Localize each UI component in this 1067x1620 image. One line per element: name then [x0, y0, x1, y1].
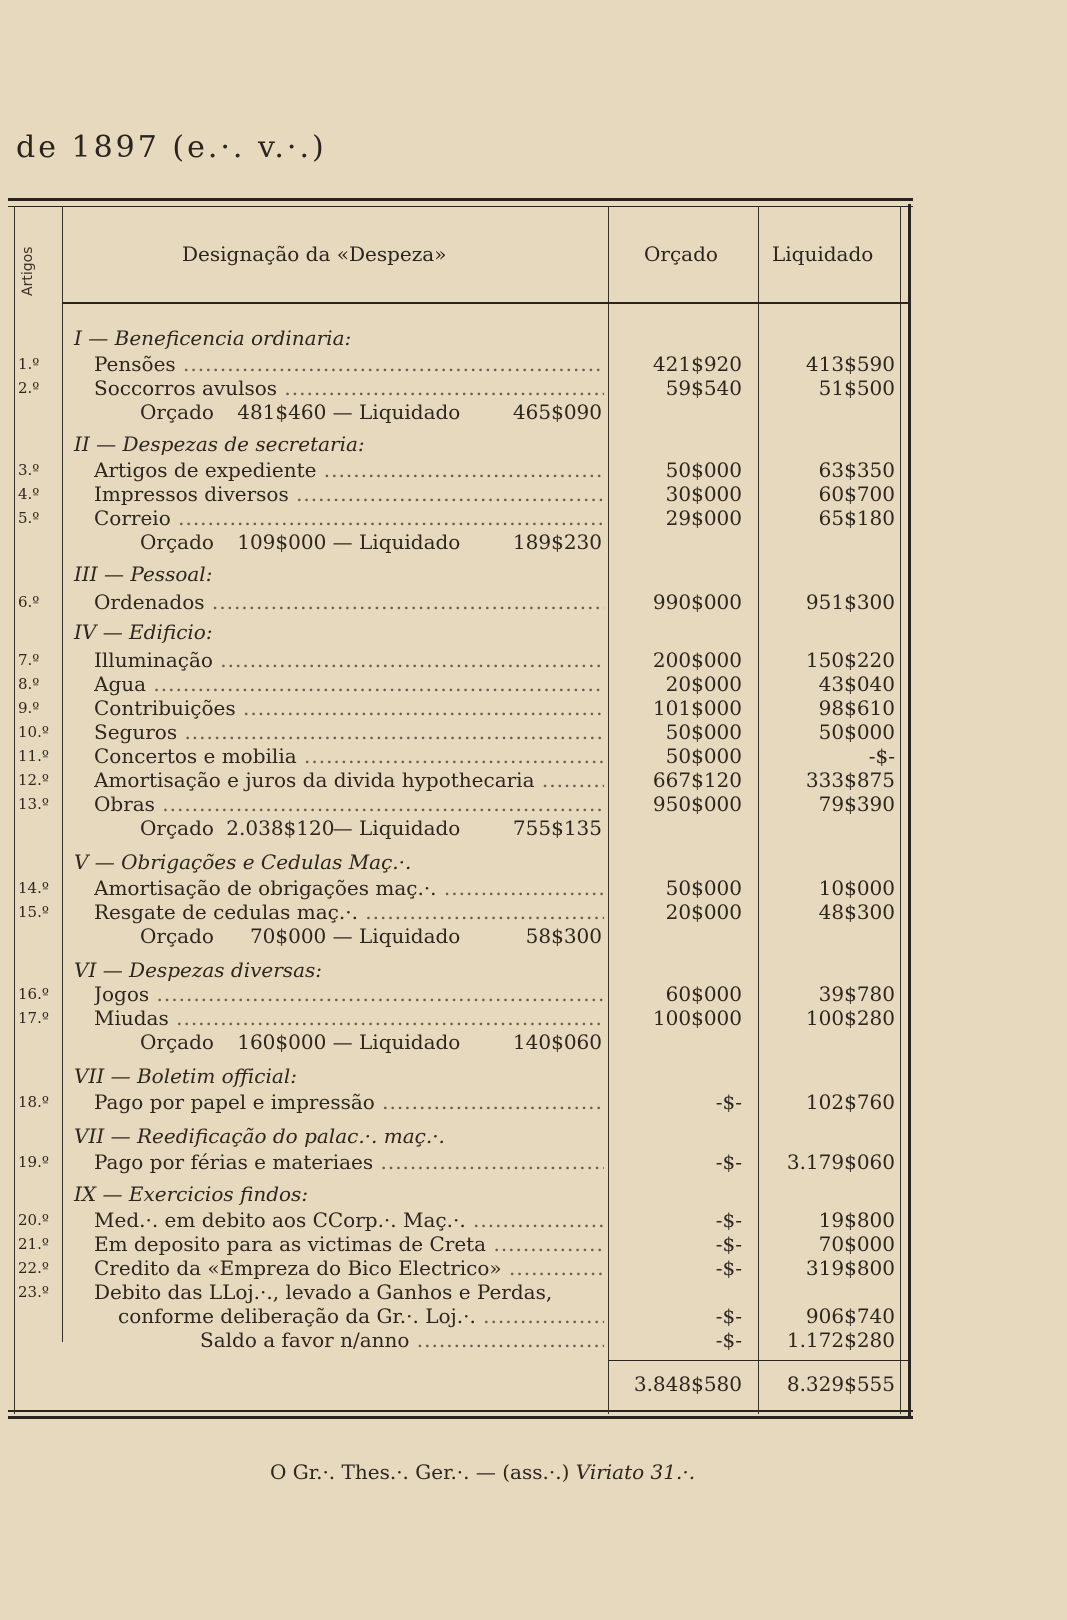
row-liquidado: 100$280 — [805, 1006, 895, 1030]
table-row — [0, 768, 1067, 792]
subtotal-liquidado: 140$060 — [512, 1030, 602, 1054]
table-row — [0, 352, 1067, 376]
row-number: 10.º — [18, 723, 49, 741]
row-orcado: -$- — [715, 1256, 742, 1280]
section-title: VI — Despezas diversas: — [74, 958, 322, 982]
subtotal-liquidado: 189$230 — [512, 530, 602, 554]
table-row — [0, 1090, 1067, 1114]
row-number: 17.º — [18, 1009, 49, 1027]
row-liquidado: 1.172$280 — [786, 1328, 895, 1352]
table-row — [0, 1208, 1067, 1232]
subtotal-line — [140, 1030, 602, 1054]
row-label: Illuminação ..... — [94, 648, 604, 672]
header-designacao: Designação da «Despeza» — [182, 242, 447, 266]
page-heading: de 1897 (e.·. v.·.) — [16, 130, 327, 165]
row-label: conforme deliberação da Gr.·. Loj.·. ..... — [118, 1304, 604, 1328]
subtotal-orcado: 2.038$120 — [226, 816, 335, 840]
frame-bottom-thick — [8, 1416, 913, 1419]
totals-rule — [608, 1360, 908, 1361]
row-label: Seguros ..... — [94, 720, 604, 744]
row-liquidado: 906$740 — [805, 1304, 895, 1328]
row-label: Soccorros avulsos ..... — [94, 376, 604, 400]
row-label: Artigos de expediente ..... — [94, 458, 604, 482]
row-orcado: 421$920 — [652, 352, 742, 376]
row-number: 15.º — [18, 903, 49, 921]
table-row — [0, 672, 1067, 696]
row-liquidado: 333$875 — [805, 768, 895, 792]
row-number: 6.º — [18, 593, 40, 611]
subtotal-label: Orçado — [140, 530, 214, 554]
row-number: 11.º — [18, 747, 49, 765]
row-liquidado: 3.179$060 — [786, 1150, 895, 1174]
row-label: Contribuições ..... — [94, 696, 604, 720]
row-liquidado: 39$780 — [818, 982, 895, 1006]
table-row — [0, 458, 1067, 482]
table-row — [0, 376, 1067, 400]
row-orcado: 50$000 — [665, 458, 742, 482]
row-number: 21.º — [18, 1235, 49, 1253]
total-orcado: 3.848$580 — [633, 1372, 742, 1396]
subtotal-orcado: 160$000 — [237, 1030, 327, 1054]
subtotal-label: Orçado — [140, 924, 214, 948]
frame-bottom — [8, 1410, 913, 1412]
row-orcado: 990$000 — [652, 590, 742, 614]
section-title: I — Beneficencia ordinaria: — [74, 326, 352, 350]
table-row — [0, 1304, 1067, 1328]
subtotal-liquidado: 58$300 — [525, 924, 602, 948]
row-liquidado: 102$760 — [805, 1090, 895, 1114]
section-title: VII — Boletim official: — [74, 1064, 297, 1088]
row-liquidado: 70$000 — [818, 1232, 895, 1256]
header-rule — [62, 302, 908, 304]
row-liquidado: 98$610 — [818, 696, 895, 720]
table-row — [0, 1006, 1067, 1030]
row-label: Pago por papel e impressão ..... — [94, 1090, 604, 1114]
table-row — [0, 1328, 1067, 1352]
row-liquidado: 43$040 — [818, 672, 895, 696]
row-orcado: 50$000 — [665, 876, 742, 900]
subtotal-label: Orçado — [140, 400, 214, 424]
row-liquidado: 79$390 — [818, 792, 895, 816]
header-orcado: Orçado — [644, 242, 718, 266]
row-label: Credito da «Empreza do Bico Electrico» ..... — [94, 1256, 604, 1280]
row-label: Med.·. em debito aos CCorp.·. Maç.·. ..... — [94, 1208, 604, 1232]
row-number: 20.º — [18, 1211, 49, 1229]
subtotal-mid: — Liquidado — [332, 400, 461, 424]
row-orcado: 29$000 — [665, 506, 742, 530]
subtotal-orcado: 70$000 — [249, 924, 327, 948]
row-orcado: 100$000 — [652, 1006, 742, 1030]
row-liquidado: 50$000 — [818, 720, 895, 744]
row-orcado: 50$000 — [665, 744, 742, 768]
subtotal-orcado: 481$460 — [237, 400, 327, 424]
row-liquidado: 951$300 — [805, 590, 895, 614]
row-label: Concertos e mobilia ..... — [94, 744, 604, 768]
row-liquidado: 60$700 — [818, 482, 895, 506]
row-orcado: -$- — [715, 1208, 742, 1232]
row-number: 1.º — [18, 355, 40, 373]
row-label: Amortisação e juros da divida hypothecaria ..... — [94, 768, 604, 792]
row-label: Impressos diversos ..... — [94, 482, 604, 506]
row-label: Em deposito para as victimas de Creta ..... — [94, 1232, 604, 1256]
subtotal-orcado: 109$000 — [237, 530, 327, 554]
table-row — [0, 648, 1067, 672]
row-number: 5.º — [18, 509, 40, 527]
table-row — [0, 792, 1067, 816]
section-title: II — Despezas de secretaria: — [74, 432, 365, 456]
table-row — [0, 1280, 1067, 1304]
row-liquidado: 413$590 — [805, 352, 895, 376]
row-number: 16.º — [18, 985, 49, 1003]
row-orcado: -$- — [715, 1328, 742, 1352]
header-liquidado: Liquidado — [772, 242, 874, 266]
total-liquidado: 8.329$555 — [786, 1372, 895, 1396]
row-liquidado: 51$500 — [818, 376, 895, 400]
row-orcado: 50$000 — [665, 720, 742, 744]
subtotal-liquidado: 755$135 — [512, 816, 602, 840]
subtotal-mid: — Liquidado — [332, 924, 461, 948]
row-label: Miudas ..... — [94, 1006, 604, 1030]
row-number: 8.º — [18, 675, 40, 693]
row-orcado: 200$000 — [652, 648, 742, 672]
row-orcado: 20$000 — [665, 672, 742, 696]
table-row — [0, 744, 1067, 768]
row-number: 22.º — [18, 1259, 49, 1277]
row-number: 3.º — [18, 461, 40, 479]
section-title: V — Obrigações e Cedulas Maç.·. — [74, 850, 412, 874]
subtotal-label: Orçado — [140, 1030, 214, 1054]
row-orcado: 60$000 — [665, 982, 742, 1006]
footer-text: O Gr.·. Thes.·. Ger.·. — (ass.·.) — [270, 1460, 570, 1484]
table-row — [0, 900, 1067, 924]
row-orcado: 59$540 — [665, 376, 742, 400]
section-title: IX — Exercicios findos: — [74, 1182, 309, 1206]
row-label: Resgate de cedulas maç.·. ..... — [94, 900, 604, 924]
row-orcado: -$- — [715, 1090, 742, 1114]
row-liquidado: 63$350 — [818, 458, 895, 482]
table-row — [0, 720, 1067, 744]
row-number: 23.º — [18, 1283, 49, 1301]
row-label: Jogos ..... — [94, 982, 604, 1006]
subtotal-mid: — Liquidado — [332, 816, 461, 840]
row-orcado: 20$000 — [665, 900, 742, 924]
subtotal-mid: — Liquidado — [332, 1030, 461, 1054]
subtotal-line — [140, 400, 602, 424]
row-label: Agua ..... — [94, 672, 604, 696]
section-title: IV — Edificio: — [74, 620, 213, 644]
row-liquidado: 10$000 — [818, 876, 895, 900]
footer-signature-line — [270, 1460, 695, 1484]
row-liquidado: 48$300 — [818, 900, 895, 924]
subtotal-liquidado: 465$090 — [512, 400, 602, 424]
row-number: 13.º — [18, 795, 49, 813]
row-number: 9.º — [18, 699, 40, 717]
row-number: 12.º — [18, 771, 49, 789]
row-liquidado: 150$220 — [805, 648, 895, 672]
section-title: III — Pessoal: — [74, 562, 213, 586]
row-label: Pensões ..... — [94, 352, 604, 376]
table-row — [0, 876, 1067, 900]
table-row — [0, 482, 1067, 506]
row-label: Pago por férias e materiaes ..... — [94, 1150, 604, 1174]
row-label: Ordenados ..... — [94, 590, 604, 614]
row-liquidado: 19$800 — [818, 1208, 895, 1232]
row-liquidado: -$- — [868, 744, 895, 768]
row-orcado: 101$000 — [652, 696, 742, 720]
row-orcado: -$- — [715, 1304, 742, 1328]
table-row — [0, 696, 1067, 720]
row-orcado: 667$120 — [652, 768, 742, 792]
row-number: 19.º — [18, 1153, 49, 1171]
subtotal-mid: — Liquidado — [332, 530, 461, 554]
row-number: 7.º — [18, 651, 40, 669]
row-label: Saldo a favor n/anno ..... — [200, 1328, 604, 1352]
row-orcado: -$- — [715, 1232, 742, 1256]
row-number: 18.º — [18, 1093, 49, 1111]
row-liquidado: 65$180 — [818, 506, 895, 530]
row-number: 4.º — [18, 485, 40, 503]
header-artigos: Artigos — [20, 246, 36, 296]
row-number: 2.º — [18, 379, 40, 397]
subtotal-line — [140, 530, 602, 554]
row-number: 14.º — [18, 879, 49, 897]
table-row — [0, 982, 1067, 1006]
row-label: Debito das LLoj.·., levado a Ganhos e Perdas, — [94, 1280, 553, 1304]
row-label: Amortisação de obrigações maç.·. ..... — [94, 876, 604, 900]
subtotal-line — [140, 816, 602, 840]
row-label: Obras ..... — [94, 792, 604, 816]
footer-signature: Viriato 31.·. — [575, 1460, 696, 1484]
row-orcado: -$- — [715, 1150, 742, 1174]
row-orcado: 30$000 — [665, 482, 742, 506]
table-row — [0, 1150, 1067, 1174]
table-row — [0, 590, 1067, 614]
frame-inner-top — [8, 206, 913, 207]
table-row — [0, 506, 1067, 530]
table-row — [0, 1232, 1067, 1256]
row-orcado: 950$000 — [652, 792, 742, 816]
subtotal-line — [140, 924, 602, 948]
subtotal-label: Orçado — [140, 816, 214, 840]
table-row — [0, 1256, 1067, 1280]
row-label: Correio ..... — [94, 506, 604, 530]
section-title: VII — Reedificação do palac.·. maç.·. — [74, 1124, 445, 1148]
row-liquidado: 319$800 — [805, 1256, 895, 1280]
